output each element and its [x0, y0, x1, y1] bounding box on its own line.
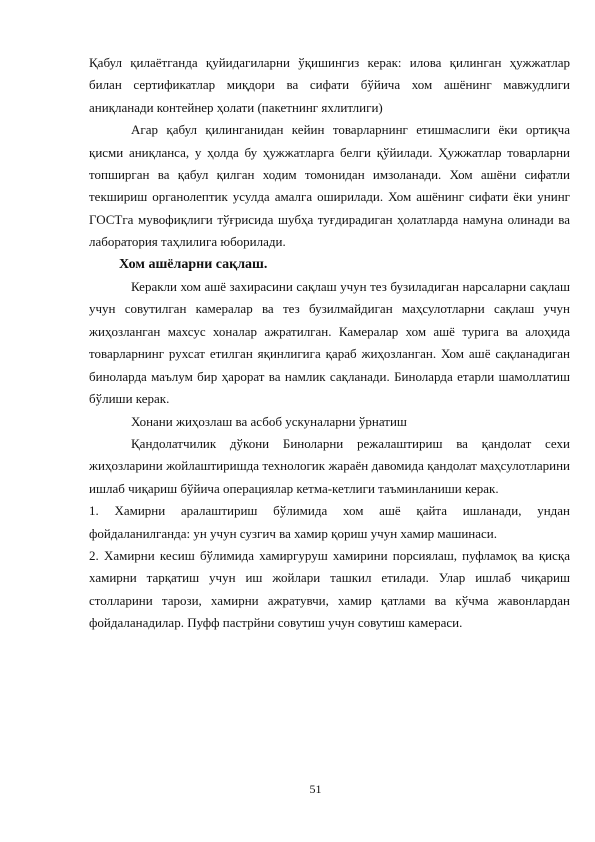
paragraph-storage: Кеpакли хом ашё захирасини сақлаш учун тез бузиладиган нарсаларни сақлаш учун совутилган камералар ва тез бузилмайдиган маҳсулотларни сақлаш учун жиҳозланган махсус хоналар ажратилган. Камералар хом ашё турига ва алоҳида товарларнинг рухсат етилган яқинлигига қараб жиҳозланган. Хом ашё сақланадиган биноларда маълум бир ҳарорат ва намлик сақланади. Биноларда етарли шамоллатиш бўлиши керак. [89, 279, 570, 407]
section-heading: Хом ашёларни сақлаш. [119, 256, 268, 272]
paragraph-intake: Қабул қилаётганда қуйидагиларни ўқишингиз керак: илова қилинган ҳужжатлар билан сертификатлар миқдори ва сифати бўйича хом ашёнинг мавжудлиги аниқланади контейнер ҳолати (пакетнинг яхлитлиги) [89, 55, 570, 115]
document-page [89, 52, 570, 635]
list-item-cutting: 2. Хамирни кесиш бўлимида хамиргуруш хамирини порсиялаш, пуфламоқ ва қисқа хамирни тарқатиш учун иш жойлари ташкил етилади. Улар ишлаб чиқариш столларини тарози, хамирни ажратувчи, хамир қатлами ва кўчма жавонлардан фойдаланадилар. Пуфф пастрйни совутиш учун совутиш камераси. [89, 547, 570, 631]
paragraph-equipment-title: Хонани жиҳозлаш ва асбоб ускуналарни ўрнатиш [131, 413, 407, 429]
paragraph-confectionery: Қандолатчилик дўкони Биноларни режалаштириш ва қандолат сехи жиҳозларини жойлаштиришда технологик жараён давомида қандолат маҳсулотларини ишлаб чиқариш бўйича операциялар кетма-кетлиги таъминланиши керак. [89, 435, 570, 496]
paragraph-quality-check: Агар қабул қилинганидан кейин товарларнинг етишмаслиги ёки ортиқча қисми аниқланса, у ҳолда бу ҳужжатларга белги қўйилади. Ҳужжатлар товарларни топширган ва қабул қилган ходим томонидан имзоланади. Хом ашёни сифатли текшириш органолептик усулда амалга оширилади. Хом ашёнинг сифати ёки унинг ГОСТга мувофиқлиги тўғрисида шубҳа туғдирадиган ҳолатларда намуна олинади ва лаборатория таҳлилига юборилади. [89, 122, 570, 250]
list-item-mixing: 1. Хамирни аралаштириш бўлимида хом ашё қайта ишланади, ундан фойдаланилганда: ун учун сузгич ва хамир қориш учун хамир машинаси. [89, 503, 570, 541]
page-number: 51 [309, 782, 322, 796]
